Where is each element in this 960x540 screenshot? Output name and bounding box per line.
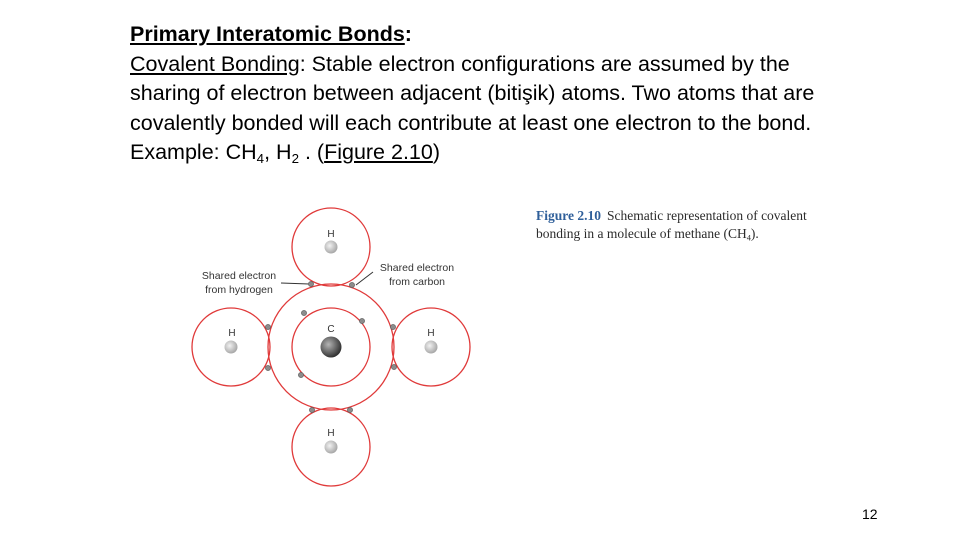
electron [347, 407, 352, 412]
body-text-2: , H [264, 140, 292, 164]
subscript-4: 4 [256, 150, 265, 166]
electron [349, 282, 354, 287]
figure-caption [536, 207, 826, 243]
figure-label: Figure 2.10 [536, 208, 601, 223]
body-text-4: ) [432, 140, 441, 164]
electron [301, 310, 306, 315]
caption-subscript: 4 [746, 233, 751, 243]
electron [265, 324, 270, 329]
label-shared-hydrogen-1: Shared electron [201, 270, 277, 282]
atom-label-bottom-h: H [327, 428, 335, 439]
page-number: 12 [862, 506, 878, 522]
electron [359, 318, 364, 323]
figure-reference: Figure 2.10 [324, 140, 433, 164]
body-text-1: : Stable electron configurations are assumed by the sharing of electron between adjacent (bitişik) atoms. Two atoms that are covalently bonded will each contribute at least one electron to the bond. Example: CH [130, 51, 815, 164]
callout-labels [202, 262, 454, 296]
electron [298, 372, 303, 377]
nucleus-left-h [225, 341, 238, 354]
heading-colon: : [404, 22, 412, 46]
label-shared-hydrogen-2: from hydrogen [205, 284, 273, 296]
caption-text: Schematic representation of covalent bonding in a molecule of methane (CH [536, 208, 807, 241]
subscript-2: 2 [291, 150, 299, 166]
atom-label-top-h: H [327, 229, 335, 240]
label-shared-carbon-2: from carbon [388, 276, 446, 288]
body-text-3: . ( [298, 140, 325, 164]
leader-hydrogen [281, 283, 309, 284]
atom-label-right-h: H [427, 328, 435, 339]
nucleus-bottom-h [325, 441, 338, 454]
label-shared-carbon-1: Shared electron [379, 262, 455, 274]
heading: Primary Interatomic Bonds [130, 22, 405, 46]
electron [265, 365, 270, 370]
caption-end: ). [750, 226, 759, 241]
atom-label-center-c: C [327, 324, 335, 335]
nucleus-right-h [425, 341, 438, 354]
nucleus-top-h [325, 241, 338, 254]
electron [308, 281, 313, 286]
term-covalent-bonding: Covalent Bonding [130, 51, 300, 76]
atom-label-left-h: H [228, 328, 236, 339]
nucleus-carbon [321, 337, 342, 358]
electron [391, 364, 396, 369]
electron [309, 407, 314, 412]
electron [390, 324, 395, 329]
